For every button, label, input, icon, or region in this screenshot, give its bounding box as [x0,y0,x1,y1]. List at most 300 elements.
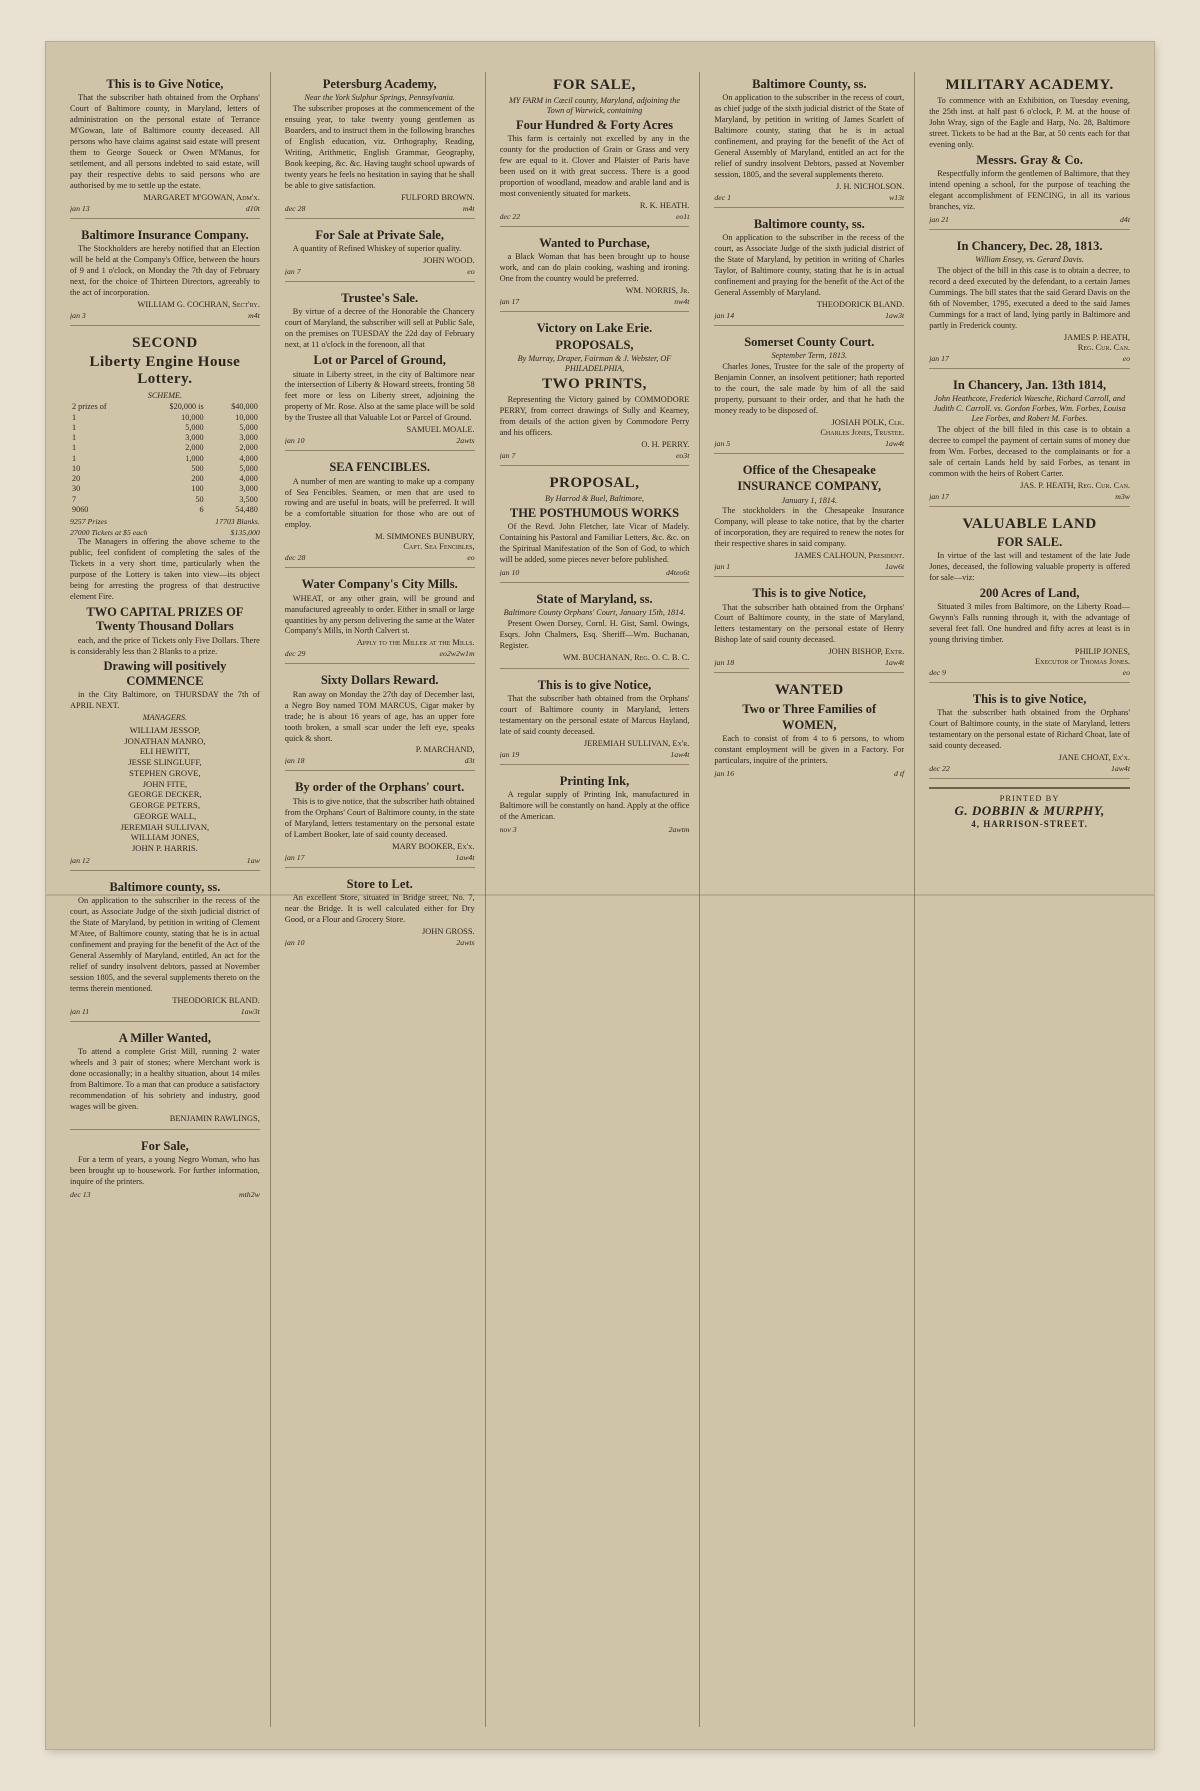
ad-signature: JOHN WOOD. [423,256,475,266]
scheme-total: 3,000 [239,484,258,494]
managers-list [70,725,260,854]
ad-date: jan 21 [929,215,949,225]
manager-name: JESSE SLINGLUFF, [128,757,202,768]
scheme-count: 1 [72,422,77,432]
ad-heading: Trustee's Sale. [341,291,419,306]
ad-body: Representing the Victory gained by COMMODORE PERRY, from correct drawings of Sully and Kearney, from details of the action given by Commodore Perry and his officers. [499,394,690,437]
ad-signature: JEREMIAH SULLIVAN, Ex'r. [583,738,690,748]
ad-body: This is to give notice, that the subscriber hath obtained from the Orphans' Court of Baltimore county, in the state of Maryland, letters testamentary on the personal estate of Lambert Booker, late of said county deceased. [284,796,475,839]
ad-body: To commence with an Exhibition, on Tuesday evening, the 25th inst. at half past 6 o'clock, P. M. at the house of John Wray, sign of the Eagle and Harp, No. 28, Baltimore street. Tickets to be had at the Bar, at 50 cents each for that evening only. [929,96,1130,149]
ad-date: jan 14 [714,310,735,320]
ad-code: 1aw4t [1110,764,1130,774]
ad-trustees-sale [285,286,475,451]
ad-water-company-mills [285,572,475,664]
scheme-label: SCHEME. [147,390,183,400]
ad-signature: JAMES P. HEATH, [1063,332,1130,342]
ad-signature: O. H. PERRY. [641,439,690,449]
ad-farm-for-sale [500,72,690,227]
ad-mgowan-notice [70,72,260,219]
column-4 [714,72,915,1727]
manager-name: GEORGE WALL, [133,810,197,821]
ad-signature-2: Executor of Thomas Jones. [1035,657,1130,667]
ad-taylor-insolvent [714,212,904,326]
scheme-prize: 3,000 [185,433,204,443]
ad-signature: THEODORICK BLAND. [172,995,260,1005]
ad-code: 2awtm [668,825,690,835]
ad-heading: This is to give Notice, [752,586,867,601]
ad-signature: MARY BOOKER, Ex'x. [392,841,475,851]
ad-date: jan 19 [499,749,520,759]
ad-date: jan 17 [929,353,949,363]
printer-line-1: PRINTED BY [999,793,1060,804]
ad-body: The object of the bill filed in this case is to obtain a decree to compel the payment of certain sums of money due from Wm. Forbes, deceased to the complainants or for a sale of certain Lands held by said Forbes, as tenant in common with the heirs of Robert Carter. [929,424,1130,478]
ad-heading: Sixty Dollars Reward. [320,673,439,688]
ad-notice-choat [929,687,1130,779]
ad-body-3: in the City Baltimore, on THURSDAY the 7th of APRIL NEXT. [70,690,260,711]
column-1 [70,72,271,1727]
ad-body: The subscriber proposes at the commencement of the ensuing year, to take twenty young gentlemen as Boarders, and to instruct them in the following branches of English education, viz. Orthography, Reading, Writing, Arithmetic, English Grammar, Geography, Book keeping, &c. &c. Having taught school upwards of twenty years he feels no hesitation in saying that he shall be able to give satisfaction. [284,104,475,190]
ad-body: The Managers in offering the above scheme to the public, feel confident of completing the sales of the Tickets in a very short time, particularly when the purpose of the Lottery is taken into view—its object being for arresting the progress of that destructive element Fire. [70,537,260,601]
ad-body: A number of men are wanting to make up a company of Sea Fencibles. Seamen, or men that are used to rowing and are useful in boats, will be preferred. It will be a comfortable situation for those who are out of employ. [284,476,475,530]
ad-date: jan 12 [70,855,90,865]
ad-heading: For Sale, [141,1138,189,1153]
ad-signature: Apply to the Miller at the Mills. [356,638,475,648]
ad-heading-3: WOMEN, [782,717,837,732]
ad-code: d tf [894,769,905,779]
ad-footer [285,204,475,213]
ad-signature: P. MARCHAND, [415,745,475,755]
ad-heading: Baltimore County, ss. [752,77,867,91]
ad-heading: In Chancery, Jan. 13th 1814, [953,377,1107,392]
ad-code: 1aw3t [885,310,905,320]
ad-heading: Printing Ink, [559,773,630,788]
ad-date: jan 17 [499,297,520,307]
ad-footer [714,562,904,571]
ad-subheading: Near the York Sulphur Springs, Pennsylvania. [304,93,455,103]
lottery-blanks: 17703 Blanks. [215,517,260,527]
ad-code: 2awts [456,436,475,446]
lottery-scheme-rows [70,402,260,515]
ad-wanted-to-purchase [500,231,690,312]
ad-signature-2: Charles Jones, Trustee. [820,427,905,437]
ad-heading: Baltimore county, ss. [753,216,865,231]
manager-name: JOHN P. HARRIS. [131,843,198,854]
scheme-prize: 6 [199,504,204,514]
ad-body: Ran away on Monday the 27th day of December last, a Negro Boy named TOM MARCUS, Cigar maker by trade; he is about 16 years of age, has an upper fore tooth broken, a small scar under the left eye, speaks quick & short. [284,689,475,743]
ad-signature: MARGARET M'GOWAN, Adm'x. [143,192,260,202]
manager-name: ELI HEWITT, [139,746,190,757]
ad-signature-2: Capt. Sea Fencibles, [403,542,475,552]
advertisement-columns [70,72,1130,1727]
ad-chancery-ensey [929,234,1130,369]
ad-signature: JAMES CALHOUN, President. [794,551,905,561]
ad-code: w13t [889,192,905,202]
ad-private-sale [285,223,475,282]
ad-body: The Stockholders are hereby notified that an Election will be held at the Company's Office, between the hours of 9 and 1 o'clock, on Monday the 7th day of February next, for the choice of Thirteen Directors, agreeably to the act of incorporation. [70,244,260,297]
scheme-row [70,484,260,494]
scheme-row [70,464,260,474]
ad-date: jan 10 [284,436,305,446]
scheme-count: 1 [72,453,77,463]
ad-signature: J. H. NICHOLSON. [836,181,905,191]
ad-heading-2: THE POSTHUMOUS WORKS [509,505,680,520]
ad-heading: PROPOSAL, [549,474,640,491]
ad-date: jan 18 [714,658,735,668]
scheme-row [70,454,260,464]
ad-subheading: MY FARM in Cæcil county, Maryland, adjoining the Town of Warwick, containing [508,96,681,116]
ad-date: jan 18 [284,756,305,766]
scheme-row [70,443,260,453]
ad-heading-2: Two or Three Families of [742,701,877,716]
scheme-prize: 100 [191,484,204,494]
ad-heading: VALUABLE LAND [962,515,1097,532]
ad-heading: Store to Let. [346,876,413,891]
ad-heading-4: Drawing will positively COMMENCE [103,659,227,688]
ad-signature: THEODORICK BLAND. [816,299,905,309]
ad-heading-3: 200 Acres of Land, [979,585,1080,600]
ad-heading-2: Liberty Engine House Lottery. [89,354,241,388]
ad-heading: Victory on Lake Erie. [536,321,653,336]
ad-petersburg-academy [285,72,475,219]
ad-body-2: situate in Liberty street, in the city of Baltimore near the intersection of Liberty & Howard streets, fronting 58 feet more or less on Liberty street, adjoining the property of Mr. Rose. Also at the same place will be sold by the Trustee all that Valuable Lot or Parcel of Ground. [284,369,475,423]
column-5 [929,72,1130,1727]
scheme-prize: $20,000 is [169,402,204,412]
column-2 [285,72,486,1727]
scheme-total: 54,480 [235,504,258,514]
ad-code: d10t [245,203,260,213]
ad-code: eo [467,553,475,563]
ad-code: d4t [1120,215,1130,225]
scheme-row [70,433,260,443]
ad-code: 1aw6t [885,562,905,572]
ad-code: mth2w [239,1189,260,1199]
manager-name: GEORGE PETERS, [129,800,200,811]
ad-notice-bishop [714,581,904,673]
ad-heading: This is to give Notice, [972,692,1087,707]
ad-body: Each to consist of from 4 to 6 persons, to whom constant employment will be given in a Factory. For particulars, inquire of the printers. [714,734,905,766]
scheme-count: 1 [72,443,77,453]
ad-heading: This is to Give Notice, [106,77,224,91]
ad-date: jan 7 [284,267,301,277]
ad-body: Present Owen Dorsey, Cornl. H. Gist, Saml. Owings, Esqrs. John Chalmers, Esq. Sheriff—Wm. Buchanan, Register. [499,619,690,650]
ad-signature: JOSIAH POLK, Clk. [831,417,905,427]
ad-footer [70,1190,260,1199]
scheme-total: 5,000 [239,463,258,473]
ad-date: jan 17 [929,491,949,501]
ad-code: 1aw [246,855,260,865]
ad-body-2: Respectfully inform the gentlemen of Baltimore, that they intend opening a school, for the purpose of teaching the elegant accomplishment of FENCING, in all its various branches, viz. [929,169,1130,212]
ad-footer [285,436,475,445]
ad-printing-ink [500,769,690,839]
manager-name: WILLIAM JONES, [130,832,200,843]
ad-heading-2: Lot or Parcel of Ground, [313,353,446,368]
scheme-count: 30 [72,484,81,494]
ad-date: jan 10 [284,937,305,947]
ad-code: m4t [462,203,475,213]
ad-heading: Wanted to Purchase, [539,235,650,250]
ad-footer [500,451,690,460]
ad-date: dec 22 [929,764,950,774]
ad-footer [500,568,690,577]
ad-body: Charles Jones, Trustee for the sale of the property of Benjamin Conner, an insolvent petitioner; hath reported to the court, the sale made by him of all the said property, pursuant to their order, and that he hath the money ready to be disposed of. [714,362,905,415]
ad-body: On application to the subscriber in the recess of the court, as Associate Judge of the sixth judicial district of the State of Maryland, by petition in writing of Charles Taylor, of Baltimore county, stating that he is in actual confinement and praying for the benefit of the Act of the General Assembly of Maryland. [714,233,905,297]
ad-code: m3w [1115,491,1130,501]
ad-body: a Black Woman that has been brought up to house work, and can do plain cooking, washing and ironing. One from the country would be preferred. [499,252,690,284]
ad-body-2: each, and the price of Tickets only Five Dollars. There is considerably less than 2 Blanks to a prize. [70,635,260,656]
scheme-prize: 2,000 [185,443,204,453]
ad-signature: JOHN BISHOP, Extr. [828,647,905,657]
ad-date: dec 9 [929,668,946,678]
ad-signature: JAS. P. HEATH, Reg. Cur. Can. [1020,480,1130,490]
ad-date: jan 16 [714,769,735,779]
scheme-prize: 10,000 [181,412,204,422]
scheme-count: 20 [72,474,81,484]
ad-heading-3: TWO PRINTS, [542,375,647,392]
ad-code: eo3t [675,450,690,460]
ad-heading: By order of the Orphans' court. [295,780,465,795]
scheme-row [70,413,260,423]
ad-heading-2: FOR SALE. [996,534,1063,549]
ad-notice-hayland [500,673,690,765]
ad-signature-2: Reg. Cur. Can. [1077,342,1130,352]
ad-footer [929,668,1130,677]
ad-body: On application to the subscriber in the recess of the court, as Associate Judge of the sixth judicial district of the State of Maryland, by petition in writing of Clement M'Atee, of Baltimore county, stating that he is in actual confinement and praying for the benefit of the Act of the General Assembly of Maryland, entitled, An act for the relief of sundry insolvent debtors, passed at November session 1805, and the several supplements thereto on the terms therein mentioned. [70,896,260,993]
ad-subheading: By Harrod & Buel, Baltimore, [544,493,644,503]
ad-footer [500,825,690,834]
ad-body: That the subscriber hath obtained from the Orphans' court of Baltimore county in Maryland, letters testamentary on the personal estate of Marcus Hayland, late of said county deceased. [499,694,690,736]
ad-heading: This is to give Notice, [537,677,652,692]
scheme-count: 9060 [72,504,89,514]
ad-body: WHEAT, or any other grain, will be ground and manufactured agreeably to order. Either in small or large quantities by any person delivering the same at the Water Company's Mills, in North Calvert st. [284,593,475,636]
ad-signature: FULFORD BROWN. [401,192,475,202]
manager-name: GEORGE DECKER, [128,789,202,800]
ad-heading: State of Maryland, ss. [536,591,653,606]
ad-footer [285,853,475,862]
ad-heading-2: INSURANCE COMPANY, [737,479,882,494]
ad-code: eo [467,267,475,277]
ad-heading: Office of the Chesapeake [742,462,876,477]
printer-imprint [929,787,1130,829]
scheme-total: 4,000 [239,453,258,463]
ad-heading: FOR SALE, [553,77,636,93]
ad-footer [285,267,475,276]
ad-code: 1aw4t [885,438,905,448]
manager-name: WILLIAM JESSOP, [129,724,201,735]
ad-orphans-court-booker [285,775,475,867]
ad-date: jan 10 [499,567,520,577]
scheme-count: 1 [72,433,77,443]
ad-heading: In Chancery, Dec. 28, 1813. [956,239,1103,254]
ad-footer [285,938,475,947]
ad-signature: SAMUEL MOALE. [406,425,475,435]
ad-heading: A Miller Wanted, [118,1030,212,1045]
ad-heading: Somerset County Court. [744,334,875,349]
ad-code: eo1t [675,211,690,221]
scheme-prize: 50 [195,494,204,504]
lottery-scheme-table [70,402,260,515]
ad-body: The object of the bill in this case is to obtain a decree, to record a deed executed by the defendant, to a certain James Cummings. The bill states that the said Gerard Davis on the 6th of November, 1795, executed a deed to the said James Cummings for a tract of land, lying partly in Baltimore and partly in Frederick county. [929,266,1130,330]
scheme-row [70,495,260,505]
scheme-prize: 5,000 [185,422,204,432]
ad-footer [70,311,260,320]
manager-name: JONATHAN MANRO, [124,735,206,746]
ad-footer [285,649,475,658]
scheme-count: 2 prizes of [72,402,107,412]
ad-code: 1aw4t [455,852,475,862]
ad-heading: Baltimore county, ss. [109,879,221,894]
ad-code: eo2w2w1m [439,649,475,659]
manager-name: JEREMIAH SULLIVAN, [120,821,210,832]
scheme-total: 10,000 [235,412,258,422]
ad-footer [929,492,1130,501]
ad-body: On application to the subscriber in the recess of court, as chief judge of the sixth judicial district of the State of Maryland, by petition in writing of James Scarlett of Baltimore county, stating that he is in actual confinement, and praying for the benefit of the Act of General Assembly of Maryland, entitled an act for the relief of sundry insolvent Debtors, passed at November session, 1805, and the several supplements thereto. [714,93,905,179]
ad-body: By virtue of a decree of the Honorable the Chancery court of Maryland, the subscriber will sell at Public Sale, on the premises on TUESDAY the 22d day of February next, at 11 o'clock in the forenoon, all that [284,307,475,350]
ad-signature: R. K. HEATH. [639,200,690,210]
scheme-row [70,423,260,433]
ad-store-to-let [285,872,475,952]
ad-body: An excellent Store, situated in Bridge street, No. 7, near the Bridge. It is well calculated either for Dry Good, or a Flour and Grocery Store. [284,892,475,924]
ad-body: This farm is certainly not excelled by any in the county for the production of Grain or Grass and very few are equal to it. Clover and Plaister of Paris have been used on it with great success. There is a good proportion of woodland, meadow and arable land and is most conveniently situated for markets. [499,134,690,198]
ad-baltimore-insurance [70,223,260,326]
ad-date: jan 11 [70,1006,90,1016]
manager-name: STEPHEN GROVE, [129,767,201,778]
ad-victory-lake-erie [500,316,690,465]
scheme-total: 3,000 [239,433,258,443]
ad-body: The stockholders in the Chesapeake Insurance Company, will please to take notice, that by the charter of incorporation, they are required to renew the notes for their respective shares in said company. [714,506,905,549]
ad-valuable-land [929,511,1130,684]
ad-body: Of the Revd. John Fletcher, late Vicar of Madely. Containing his Pastoral and Familiar Letters, &c. &c. on the Spiritual Manifestation of the Son of God, to which will be added, some pieces never before published. [499,522,690,564]
scheme-row [70,474,260,484]
ad-footer [714,658,904,667]
ad-heading-3: TWO CAPITAL PRIZES OF Twenty Thousand Dollars [86,604,244,634]
ad-body: A regular supply of Printing Ink, manufactured in Baltimore will be constantly on hand. Apply at the office of the American. [499,790,690,822]
ad-subheading: September Term, 1813. [771,351,848,361]
manager-name: JOHN FITE, [142,778,188,789]
scheme-total: 2,000 [239,443,258,453]
ad-subheading: By Murray, Draper, Fairman & J. Webster, OF PHILADELPHIA, [517,353,672,373]
ad-state-of-maryland [500,587,690,669]
ad-chesapeake-insurance [714,458,904,577]
ad-code: nw4t [674,297,690,307]
ad-date: nov 3 [499,825,517,835]
ad-signature: WILLIAM G. COCHRAN, Sect'ry. [137,299,260,309]
lottery-prizes: 9257 Prizes [70,517,108,527]
ad-footer [70,856,260,865]
ad-signature: JANE CHOAT, Ex'x. [1058,753,1130,763]
ad-footer [70,204,260,213]
lottery-tickets: 27000 Tickets at $5 each [70,528,148,538]
ad-heading: For Sale at Private Sale, [315,227,444,242]
ad-date: dec 28 [284,553,306,563]
ad-code: 2awts [456,937,475,947]
ad-date: jan 5 [714,438,731,448]
ad-date: jan 3 [70,310,86,320]
scheme-row [70,505,260,515]
ad-heading: MILITARY ACADEMY. [945,77,1114,93]
column-3 [500,72,701,1727]
ad-date: dec 29 [284,649,306,659]
ad-heading: SECOND [132,334,198,351]
ad-date: dec 1 [714,192,732,202]
ad-footer [714,769,904,778]
ad-wanted-families [714,677,904,783]
ad-matee-insolvent [70,875,260,1022]
ad-code: 1aw4t [885,658,905,668]
ad-proposal-fletcher [500,470,690,583]
ad-miller-wanted [70,1026,260,1130]
ad-signature: WM. NORRIS, Jr. [625,286,690,296]
ad-signature: PHILIP JONES, [1074,647,1130,657]
ad-heading: Baltimore Insurance Company. [81,227,249,242]
ad-code: eo [1122,353,1130,363]
ad-somerset-court [714,330,904,454]
ad-footer [285,553,475,562]
ad-code: 1aw4t [670,749,690,759]
ad-body: That the subscriber hath obtained from the Orphans' Court of Baltimore county, in the state of Maryland, letters testamentary on the personal estate of Henry Bishop late of said county deceased. [714,602,905,645]
scheme-total: 5,000 [239,422,258,432]
ad-lottery [70,330,260,871]
ad-code: d3t [464,756,475,766]
ad-subheading: William Ensey, vs. Gerard Davis. [975,255,1084,265]
ad-sea-fencibles [285,455,475,568]
ad-code: eo [1122,668,1130,678]
ad-date: dec 22 [499,211,521,221]
ad-code: m4t [248,310,260,320]
ad-footer [285,756,475,765]
ad-heading-2: Four Hundred & Forty Acres [516,117,673,132]
ad-heading: Water Company's City Mills. [301,577,458,592]
ad-heading: SEA FENCIBLES. [329,460,431,475]
ad-signature: M. SIMMONES BUNBURY, [375,532,475,542]
paper-fold-line [46,894,1154,896]
ad-date: jan 13 [70,203,90,213]
ad-body-2: Situated 3 miles from Baltimore, on the Liberty Road—Gwynn's Falls running through it, with the advantage of several feet fall. One hundred and fifty acres at least is in young thriving timber. [929,602,1130,645]
ad-signature: BENJAMIN RAWLINGS, [169,1113,260,1123]
scheme-count: 1 [72,412,77,422]
ad-body: For a term of years, a young Negro Woman, who has been brought up to housework. For further information, inquire of the printers. [70,1154,260,1186]
ad-date: dec 28 [284,203,306,213]
ad-footer [500,212,690,221]
ad-body: A quantity of Refined Whiskey of superior quality. [292,244,462,254]
ad-footer [929,215,1130,224]
scheme-count: 10 [72,463,81,473]
ad-heading: WANTED [774,682,844,699]
lottery-totals [70,517,260,526]
ad-date: jan 17 [284,852,305,862]
ad-footer [714,311,904,320]
ad-footer [500,750,690,759]
ad-code: d4teo6t [666,567,690,577]
ad-signature: WM. BUCHANAN, Reg. O. C. B. C. [562,652,690,662]
ad-date: dec 13 [70,1189,91,1199]
ad-chancery-heathcote [929,373,1130,507]
scheme-prize: 200 [191,474,204,484]
ad-code: 1aw3t [240,1006,260,1016]
ad-heading-2: PROPOSALS, [555,337,634,352]
ad-date: jan 1 [714,562,731,572]
scheme-count: 7 [72,494,77,504]
scheme-row [70,402,260,412]
ad-footer [714,439,904,448]
ad-scarlett-insolvent [714,72,904,208]
ad-subheading: January 1, 1814. [781,495,838,505]
ad-body: That the subscriber hath obtained from the Orphans' Court of Baltimore county, in the state of Maryland, letters testamentary on the personal estate of Richard Choat, late of said county deceased. [929,708,1130,751]
scheme-total: 3,500 [239,494,258,504]
scheme-total: $40,000 [231,402,258,412]
ad-footer [500,297,690,306]
ad-footer [929,764,1130,773]
managers-label: MANAGERS. [142,713,188,723]
